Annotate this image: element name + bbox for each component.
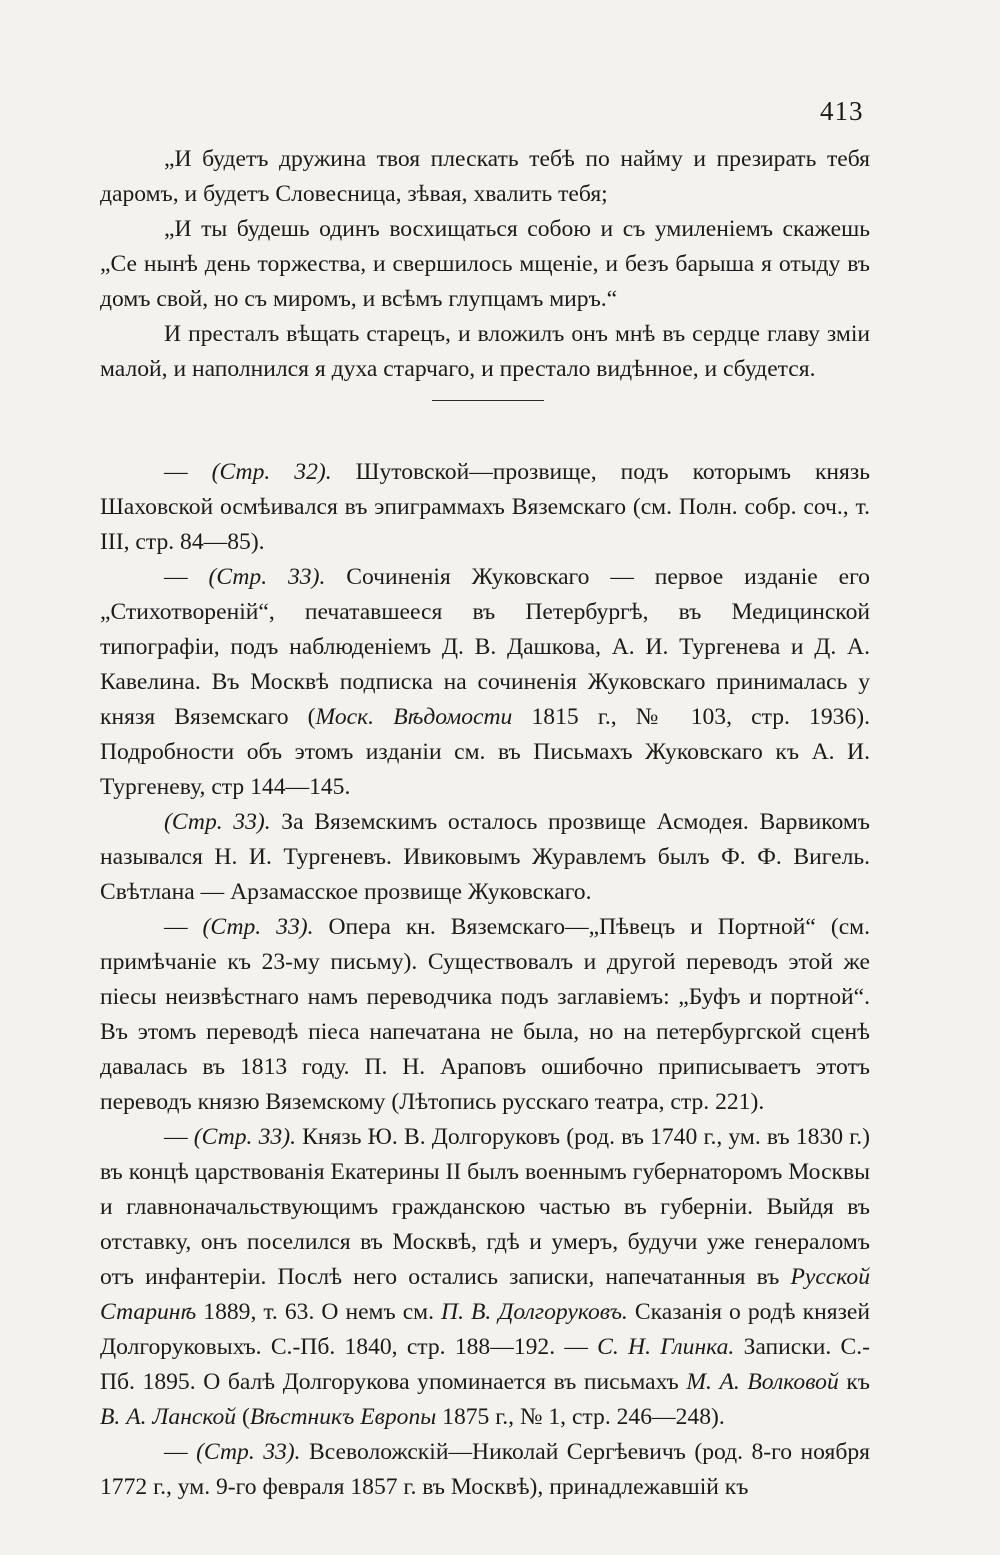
note-italic-author: М. А. Волковой bbox=[686, 1369, 839, 1395]
note-dash: — bbox=[164, 459, 212, 485]
note-reference: (Стр. 33). bbox=[196, 1439, 301, 1465]
note-text: Сочиненія Жуковскаго — первое изданіе его „Стихотвореній“, печатавшееся въ Петербургѣ, въ Медицинской типографіи, подъ наблюденіемъ Д. В. Дашкова, А. И. Тургенева и Д. А. Кавелина. Въ Москвѣ подписка на сочиненія Жуковскаго принималась у князя Вяземскаго ( bbox=[100, 564, 870, 730]
note-dash: — bbox=[164, 564, 209, 590]
poem-section bbox=[100, 142, 870, 387]
note-paragraph bbox=[100, 1435, 870, 1505]
note-italic-title: Моск. Вѣдомости bbox=[315, 704, 513, 730]
poem-paragraph: „И будетъ дружина твоя плескать тебѣ по найму и презирать тебя даромъ, и будетъ Словесница, зѣвая, хвалить тебя; bbox=[100, 146, 870, 207]
note-dash: — bbox=[164, 914, 203, 940]
note-text: 1889, т. 63. О немъ см. bbox=[196, 1299, 442, 1325]
note-paragraph bbox=[100, 910, 870, 1120]
note-paragraph bbox=[100, 560, 870, 805]
note-italic-title: Русской Старинѣ bbox=[100, 1264, 870, 1325]
note-reference: (Стр. 33). bbox=[193, 1124, 296, 1150]
note-paragraph bbox=[100, 455, 870, 560]
page-number: 413 bbox=[820, 96, 864, 126]
note-text: Князь Ю. В. Долгоруковъ (род. въ 1740 г., ум. въ 1830 г.) въ концѣ царствованія Екатерины II былъ военнымъ губернаторомъ Москвы и главноначальствующимъ гражданскою частью въ губерніи. Выйдя въ отставку, онъ поселился въ Москвѣ, гдѣ и умеръ, будучи уже генераломъ отъ инфантеріи. Послѣ него остались записки, напечатанныя въ bbox=[100, 1124, 870, 1290]
poem-paragraph: И престалъ вѣщать старецъ, и вложилъ онъ мнѣ въ сердце главу зміи малой, и наполнился я духа старчаго, и престало видѣнное, и сбудется. bbox=[100, 321, 870, 382]
note-text: Записки. С.-Пб. 1895. О балѣ Долгорукова упоминается въ письмахъ bbox=[100, 1334, 870, 1395]
note-italic-title: Вѣстникъ Европы bbox=[249, 1404, 437, 1430]
note-text: За Вяземскимъ осталось прозвище Асмодея. Варвикомъ назывался Н. И. Тургеневъ. Ивиковымъ Журавлемъ былъ Ф. Ф. Вигель. Свѣтлана — Арзамасское прозвище Жуковскаго. bbox=[100, 809, 870, 905]
note-text: Всеволожскій—Николай Сергѣевичъ (род. 8-го ноября 1772 г., ум. 9-го февраля 1857 г. въ Москвѣ), принадлежавшій къ bbox=[100, 1439, 870, 1500]
note-italic-author: П. В. Долгоруковъ. bbox=[441, 1299, 628, 1325]
note-text: 1875 г., № 1, стр. 246—248). bbox=[436, 1404, 725, 1430]
note-text: Опера кн. Вяземскаго—„Пѣвецъ и Портной“ (см. примѣчаніе къ 23-му письму). Существовалъ и другой переводъ этой же піесы неизвѣстнаго намъ переводчика подъ заглавіемъ: „Буфъ и портной“. Въ этомъ переводѣ піеса напечатана не была, но на петербургской сценѣ давалась въ 1813 году. П. Н. Араповъ ошибочно приписываетъ этотъ переводъ князю Вяземскому (Лѣтопись русскаго театра, стр. 221). bbox=[100, 914, 870, 1115]
note-reference: (Стр. 32). bbox=[211, 459, 332, 485]
note-dash: — bbox=[164, 1124, 194, 1150]
note-paragraph bbox=[100, 1120, 870, 1435]
note-text: Сказанія о родѣ князей Долгоруковыхъ. С.-Пб. 1840, стр. 188—192. — bbox=[100, 1299, 870, 1360]
section-divider bbox=[432, 400, 544, 401]
note-reference: (Стр. 33). bbox=[208, 564, 326, 590]
note-reference: (Стр. 33). bbox=[202, 914, 314, 940]
note-text: къ bbox=[838, 1369, 871, 1395]
note-italic-author: С. Н. Глинка. bbox=[597, 1334, 735, 1360]
note-paragraph bbox=[100, 805, 870, 910]
note-text: Шутовской—прозвище, подъ которымъ князь Шаховской осмѣивался въ эпиграммахъ Вяземскаго (см. Полн. собр. соч., т. III, стр. 84—85). bbox=[100, 459, 870, 555]
note-italic-author: В. А. Ланской bbox=[100, 1404, 237, 1430]
note-text: 1815 г., № 103, стр. 1936). Подробности объ этомъ изданіи см. въ Письмахъ Жуковскаго къ А. И. Тургеневу, стр 144—145. bbox=[100, 704, 870, 800]
note-reference: (Стр. 33). bbox=[164, 809, 271, 835]
note-dash: — bbox=[164, 1439, 197, 1465]
poem-paragraph: „И ты будешь одинъ восхищаться собою и съ умиленіемъ скажешь „Се нынѣ день торжества, и свершилось мщеніе, и безъ барыша я отыду въ домъ свой, но съ миромъ, и всѣмъ глупцамъ миръ.“ bbox=[100, 216, 870, 312]
note-text: ( bbox=[236, 1404, 250, 1430]
notes-section bbox=[100, 455, 870, 1505]
